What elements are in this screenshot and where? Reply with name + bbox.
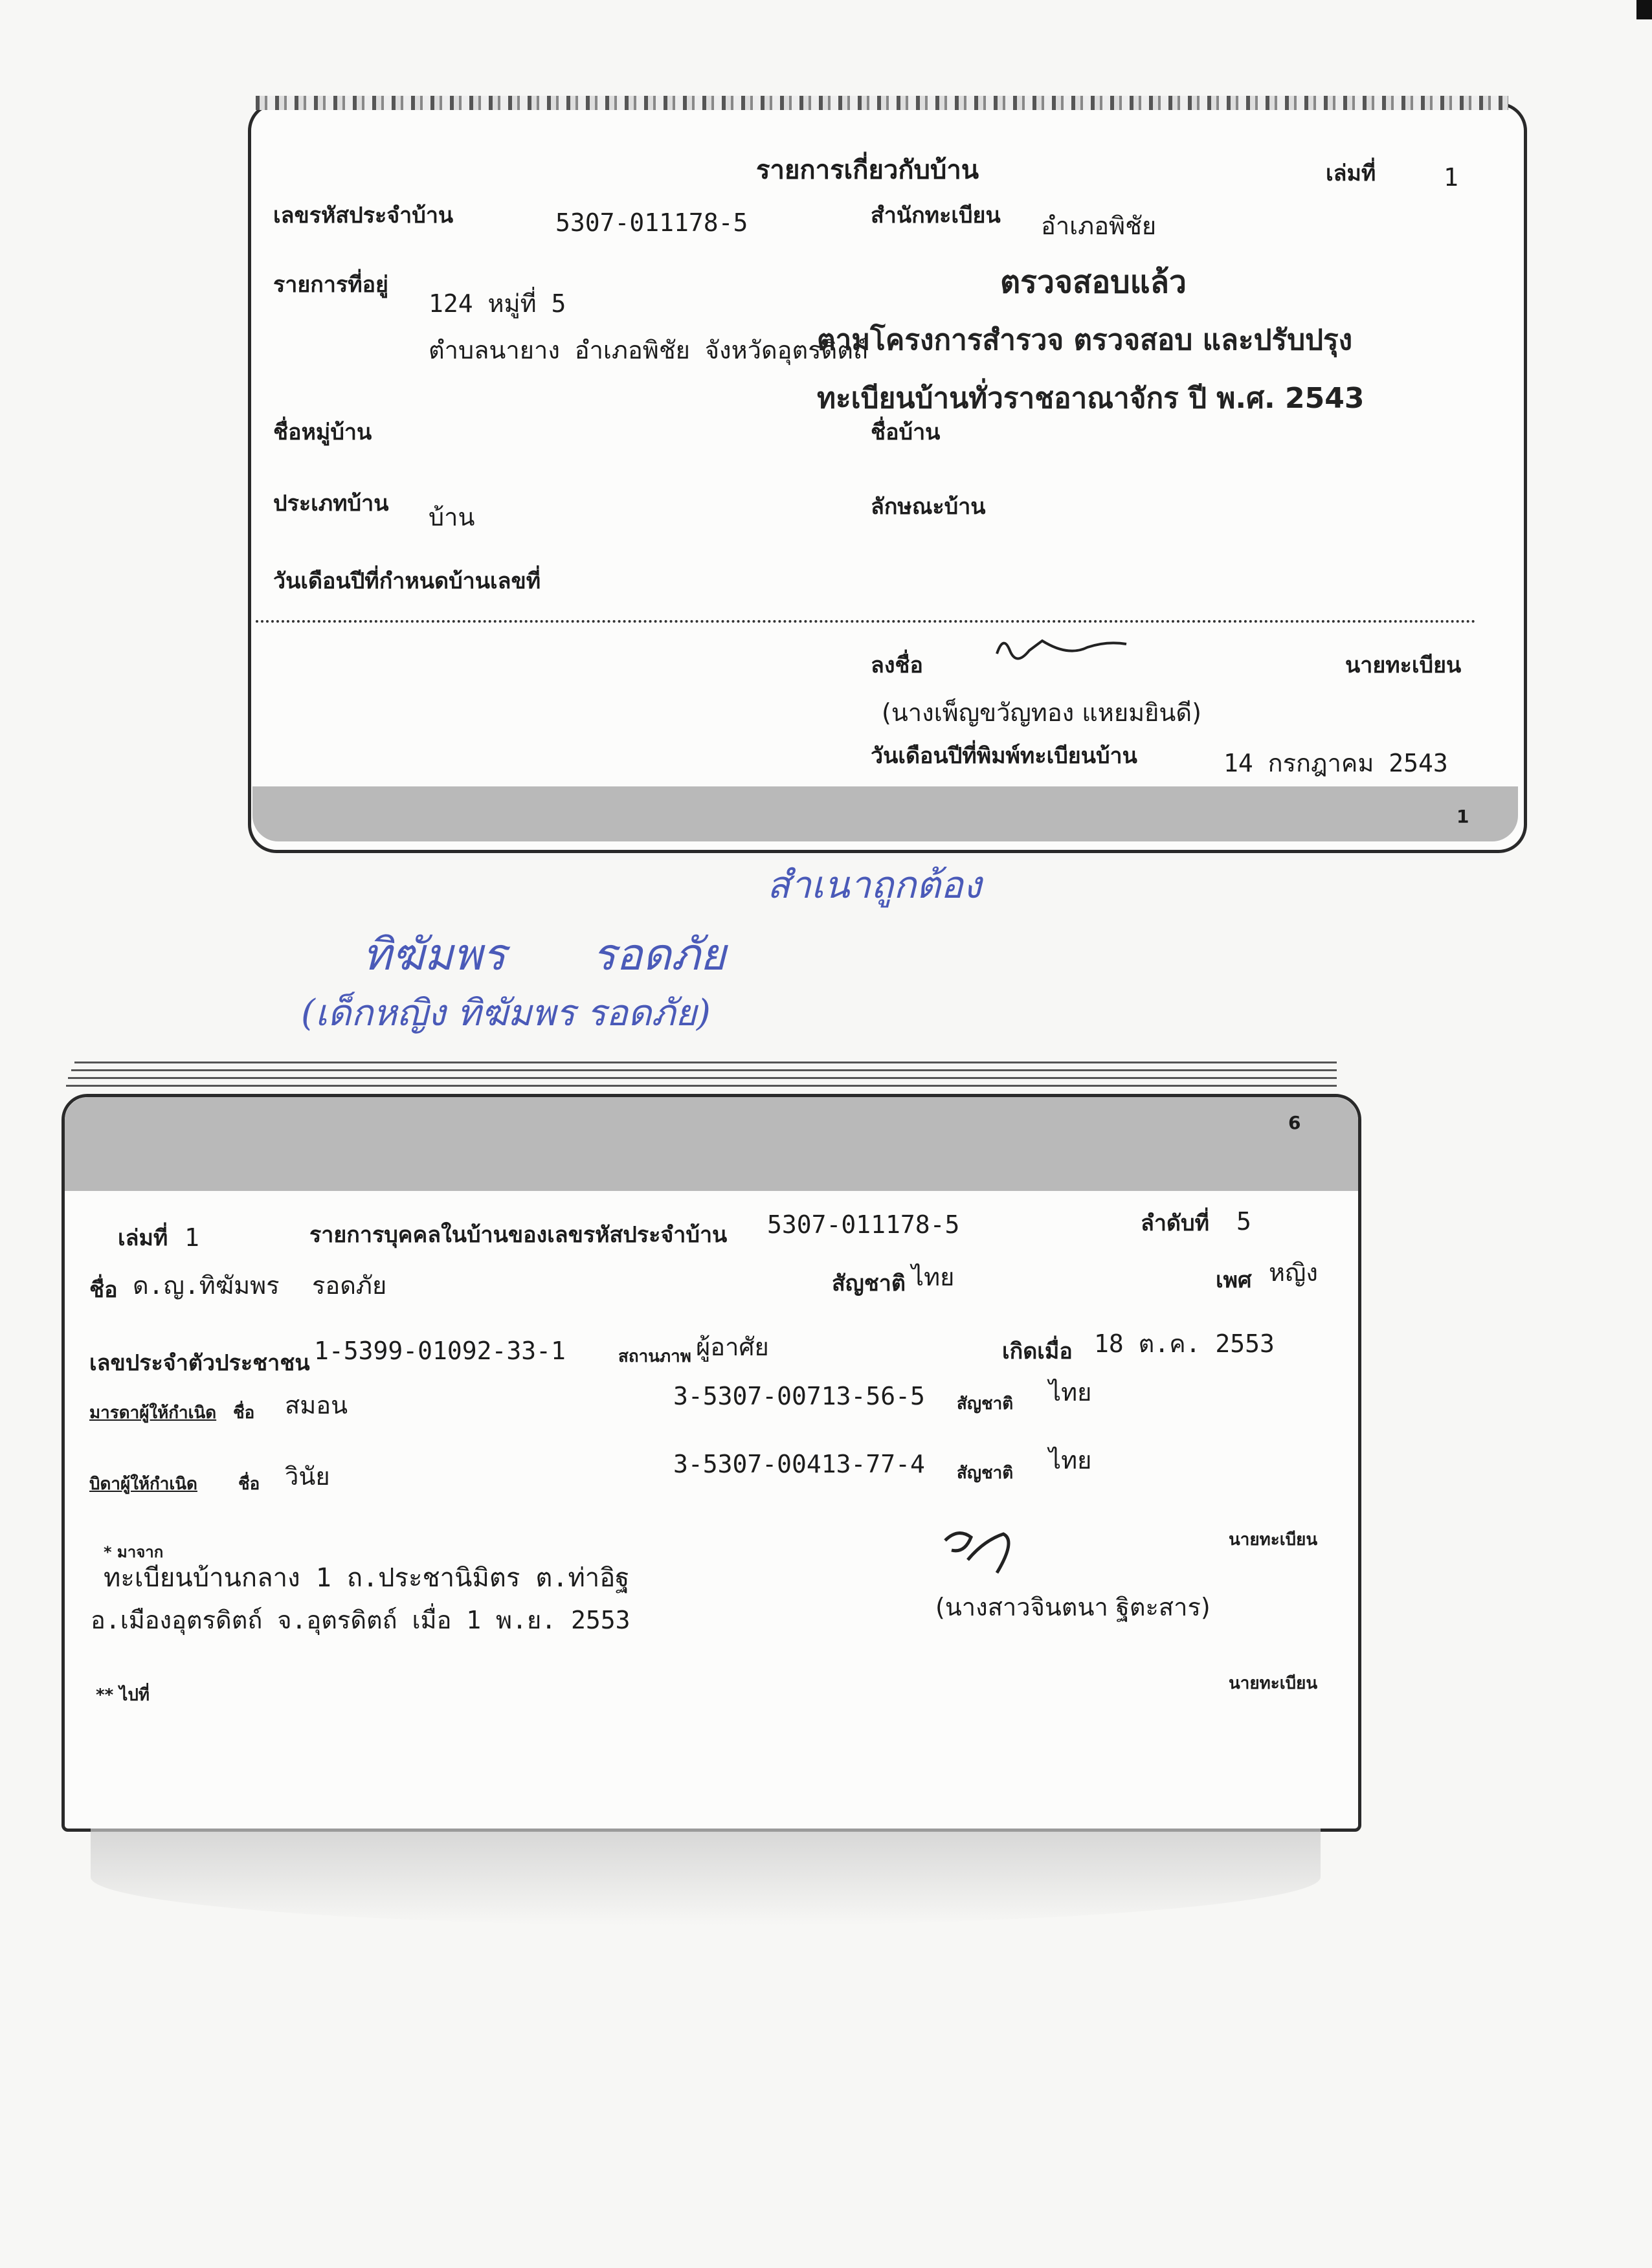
from-line-1: ทะเบียนบ้านกลาง 1 ถ.ประชานิมิตร ต.ท่าอิฐ: [104, 1563, 630, 1593]
house-type-label: ประเภทบ้าน: [273, 491, 389, 517]
order-label: ลำดับที่: [1141, 1210, 1210, 1236]
person-name: ด.ญ.ทิฆัมพร: [133, 1271, 280, 1300]
house-type-value: บ้าน: [429, 503, 475, 531]
registrar-label-3: นายทะเบียน: [1229, 1674, 1318, 1693]
house-code-value: 5307-011178-5: [555, 208, 748, 237]
father-nationality: ไทย: [1049, 1446, 1092, 1474]
stamp-year: ทะเบียนบ้านทั่วราชอาณาจักร ปี พ.ศ. 2543: [817, 382, 1365, 415]
from-line-2: อ.เมืองอุตรดิตถ์ จ.อุตรดิตถ์ เมื่อ 1 พ.ย. 2553: [91, 1606, 631, 1634]
father-nationality-label: สัญชาติ: [957, 1463, 1014, 1483]
mother-id: 3-5307-00713-56-5: [673, 1382, 925, 1410]
status-value: ผู้อาศัย: [696, 1333, 769, 1361]
father-name: วินัย: [285, 1462, 330, 1491]
registrar-label-1: นายทะเบียน: [1345, 652, 1462, 678]
dotted-divider: [256, 620, 1476, 623]
card1-title: รายการเกี่ยวกับบ้าน: [756, 155, 979, 185]
card2-page-number: 6: [1288, 1112, 1301, 1133]
registrar-label-2: นายทะเบียน: [1229, 1530, 1318, 1550]
mother-label: มารดาผู้ให้กำเนิด: [89, 1403, 217, 1423]
torn-top-edge: [256, 96, 1508, 110]
father-name-label: ชื่อ: [238, 1474, 260, 1494]
card1-page-number: 1: [1457, 806, 1469, 827]
village-name-label: ชื่อหมู่บ้าน: [273, 419, 372, 445]
handwritten-full-name: (เด็กหญิง ทิฆัมพร รอดภัย): [301, 992, 711, 1034]
handwritten-surname: รอดภัย: [592, 929, 726, 981]
address-line-2: ตำบลนายาง อำเภอพิชัย จังหวัดอุตรดิตถ์: [429, 336, 868, 364]
stamp-verified: ตรวจสอบแล้ว: [1000, 264, 1187, 300]
person-surname: รอดภัย: [312, 1271, 387, 1300]
card1-footer-band: [252, 786, 1518, 841]
card2-book-label: เล่มที่: [118, 1225, 168, 1251]
sign-label: ลงชื่อ: [871, 652, 923, 678]
scan-edge: [1636, 0, 1652, 19]
registrar-signature: [990, 621, 1133, 673]
house-code-label: เลขรหัสประจำบ้าน: [273, 203, 454, 228]
born-date: 18 ต.ค. 2553: [1094, 1329, 1275, 1358]
card2-header-band: [65, 1097, 1358, 1191]
stamp-project: ตามโครงการสำรวจ ตรวจสอบ และปรับปรุง: [817, 324, 1353, 357]
registry-office-value: อำเภอพิชัย: [1041, 212, 1157, 240]
address-label: รายการที่อยู่: [273, 272, 388, 298]
id-number: 1-5399-01092-33-1: [314, 1337, 566, 1365]
card2-book-number: 1: [184, 1223, 199, 1252]
book-label: เล่มที่: [1326, 161, 1376, 186]
to-label: ** ไปที่: [96, 1685, 150, 1705]
handwritten-certified: สำเนาถูกต้อง: [767, 863, 982, 907]
date-assigned-label: วันเดือนปีที่กำหนดบ้านเลขที่: [273, 568, 541, 594]
registrar-name-1: (นางเพ็ญขวัญทอง แหยมยินดี): [882, 698, 1201, 727]
print-date-value: 14 กรกฎาคม 2543: [1223, 749, 1448, 777]
print-date-label: วันเดือนปีที่พิมพ์ทะเบียนบ้าน: [871, 743, 1137, 769]
born-label: เกิดเมื่อ: [1002, 1339, 1073, 1364]
house-char-label: ลักษณะบ้าน: [871, 494, 986, 520]
page-edge-4: [66, 1085, 1337, 1087]
name-label: ชื่อ: [89, 1277, 118, 1303]
order-number: 5: [1236, 1207, 1251, 1236]
page-edge-3: [68, 1077, 1337, 1079]
nationality-value: ไทย: [911, 1263, 955, 1291]
registry-office-label: สำนักทะเบียน: [871, 203, 1001, 228]
father-label: บิดาผู้ให้กำเนิด: [89, 1474, 197, 1494]
person-list-label: รายการบุคคลในบ้านของเลขรหัสประจำบ้าน: [309, 1222, 728, 1248]
mother-name: สมอน: [285, 1391, 348, 1419]
registrar-name-2: (นางสาวจินตนา ฐิตะสาร): [935, 1593, 1211, 1621]
sex-label: เพศ: [1216, 1267, 1252, 1293]
card2-house-code: 5307-011178-5: [767, 1210, 960, 1239]
id-label: เลขประจำตัวประชาชน: [89, 1350, 310, 1376]
address-line-1: 124 หมู่ที่ 5: [429, 289, 566, 318]
sex-value: หญิง: [1269, 1258, 1318, 1287]
mother-nationality: ไทย: [1049, 1378, 1092, 1406]
father-id: 3-5307-00413-77-4: [673, 1450, 925, 1478]
from-label: * มาจาก: [104, 1543, 164, 1561]
page-edge-2: [71, 1069, 1337, 1071]
handwritten-name: ทิฆัมพร: [363, 929, 506, 981]
book-number: 1: [1444, 163, 1458, 192]
status-label: สถานภาพ: [618, 1347, 691, 1366]
house-name-label: ชื่อบ้าน: [871, 419, 941, 445]
nationality-label: สัญชาติ: [832, 1271, 906, 1296]
page-edge-1: [74, 1062, 1337, 1063]
registrar-signature-2: [932, 1515, 1036, 1586]
card2-shadow: [91, 1829, 1321, 1926]
mother-nationality-label: สัญชาติ: [957, 1394, 1014, 1414]
mother-name-label: ชื่อ: [233, 1403, 255, 1423]
